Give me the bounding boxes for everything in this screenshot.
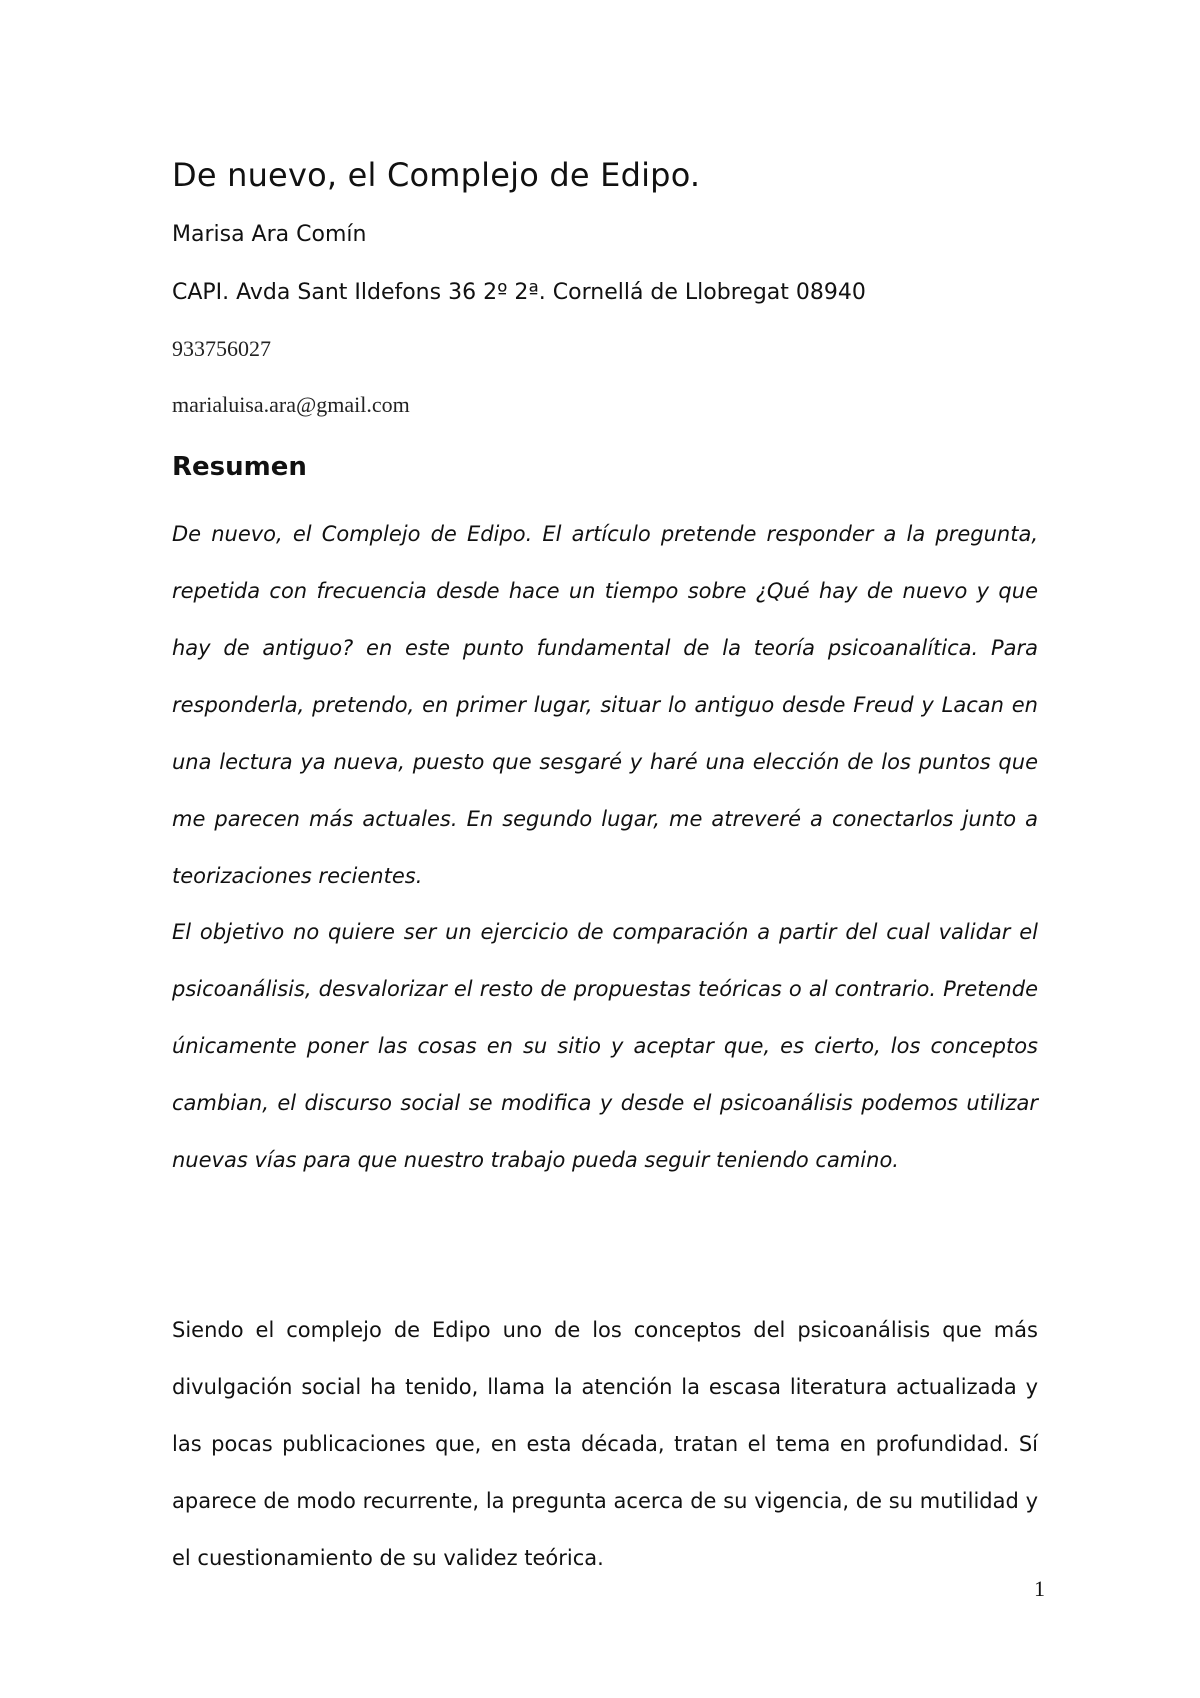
document-title: De nuevo, el Complejo de Edipo. bbox=[172, 156, 701, 194]
abstract-paragraph-1: De nuevo, el Complejo de Edipo. El artículo pretende responder a la pregunta, repetida con frecuencia desde hace un tiempo sobre ¿Qué hay de nuevo y que hay de antiguo? en este punto fundamental de la teoría psicoanalítica. Para responderla, pretendo, en primer lugar, situar lo antiguo desde Freud y Lacan en una lectura ya nueva, puesto que sesgaré y haré una elección de los puntos que me parecen más actuales. En segundo lugar, me atreveré a conectarlos junto a teorizaciones recientes. bbox=[172, 522, 1038, 888]
abstract-paragraph-2: El objetivo no quiere ser un ejercicio de comparación a partir del cual validar el psicoanálisis, desvalorizar el resto de propuestas teóricas o al contrario. Pretende únicamente poner las cosas en su sitio y aceptar que, es cierto, los conceptos cambian, el discurso social se modifica y desde el psicoanálisis podemos utilizar nuevas vías para que nuestro trabajo pueda seguir teniendo camino. bbox=[172, 920, 1038, 1172]
page-number: 1 bbox=[1034, 1576, 1045, 1601]
author-email: marialuisa.ara@gmail.com bbox=[172, 392, 410, 417]
author-address: CAPI. Avda Sant Ildefons 36 2º 2ª. Cornellá de Llobregat 08940 bbox=[172, 280, 866, 305]
abstract-heading: Resumen bbox=[172, 452, 307, 482]
body-paragraph-1: Siendo el complejo de Edipo uno de los conceptos del psicoanálisis que más divulgación social ha tenido, llama la atención la escasa literatura actualizada y las pocas publicaciones que, en esta década, tratan el tema en profundidad. Sí aparece de modo recurrente, la pregunta acerca de su vigencia, de su mutilidad y el cuestionamiento de su validez teórica. bbox=[172, 1318, 1038, 1570]
author-phone: 933756027 bbox=[172, 336, 271, 361]
author-name: Marisa Ara Comín bbox=[172, 222, 367, 247]
